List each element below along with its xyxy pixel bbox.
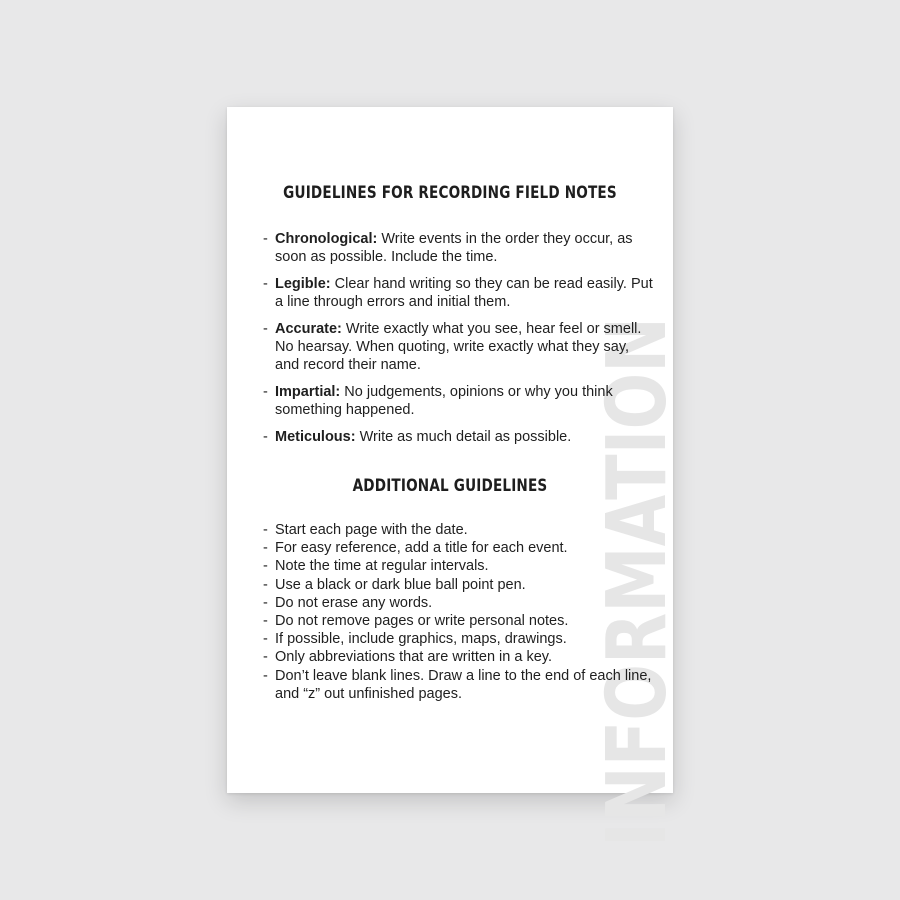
document-page xyxy=(227,107,685,847)
bullet-dash: - xyxy=(263,558,268,575)
guideline-text: Don’t leave blank lines. Draw a line to the end of each line, and “z” out unfinished pages. xyxy=(275,667,652,702)
guideline-text: Write exactly what you see, hear feel or smell. No hearsay. When quoting, write exactly what they say, and record their name. xyxy=(275,321,642,373)
list-item xyxy=(227,320,673,374)
list-item xyxy=(227,557,673,575)
guideline-text: For easy reference, add a title for each event. xyxy=(275,540,568,557)
bullet-dash: - xyxy=(263,276,268,292)
guideline-term: Accurate: xyxy=(275,321,342,337)
list-item xyxy=(227,667,673,703)
guideline-text: If possible, include graphics, maps, drawings. xyxy=(275,631,567,648)
bullet-dash: - xyxy=(263,429,268,445)
guideline-text: Write events in the order they occur, as soon as possible. Include the time. xyxy=(275,231,633,265)
additional-guidelines-list xyxy=(227,521,673,703)
list-item xyxy=(227,630,673,648)
field-notes-guidelines-list xyxy=(227,230,673,455)
bullet-dash: - xyxy=(263,594,268,611)
bullet-dash: - xyxy=(263,321,268,337)
bullet-dash: - xyxy=(263,631,268,648)
bullet-dash: - xyxy=(263,613,268,630)
list-item xyxy=(227,539,673,557)
bullet-dash: - xyxy=(263,384,268,400)
list-item xyxy=(227,612,673,630)
list-item xyxy=(227,230,673,266)
list-item xyxy=(227,594,673,612)
guideline-text: Use a black or dark blue ball point pen. xyxy=(275,576,526,593)
list-item xyxy=(227,383,673,419)
bullet-dash: - xyxy=(263,576,268,593)
list-item xyxy=(227,275,673,311)
bullet-dash: - xyxy=(263,649,268,666)
bullet-dash: - xyxy=(263,667,268,684)
guideline-term: Impartial: xyxy=(275,384,341,400)
bullet-dash: - xyxy=(263,540,268,557)
guideline-term: Chronological: xyxy=(275,231,378,247)
guideline-text: Write as much detail as possible. xyxy=(355,429,572,445)
guideline-text: Do not remove pages or write personal notes. xyxy=(275,613,569,630)
section-title-field-notes: GUIDELINES FOR RECORDING FIELD NOTES xyxy=(283,183,617,203)
guideline-text: Clear hand writing so they can be read easily. Put a line through errors and initial them. xyxy=(275,276,653,310)
list-item xyxy=(227,648,673,666)
bullet-dash: - xyxy=(263,231,268,247)
guideline-term: Legible: xyxy=(275,276,331,292)
list-item xyxy=(227,428,673,446)
section-title-additional: ADDITIONAL GUIDELINES xyxy=(352,476,548,496)
guideline-text: Start each page with the date. xyxy=(275,522,468,538)
bullet-dash: - xyxy=(263,522,268,538)
watermark-text: INFORMATION xyxy=(590,195,685,847)
guideline-text: Only abbreviations that are written in a key. xyxy=(275,649,552,666)
guideline-text: Do not erase any words. xyxy=(275,594,433,611)
guideline-text: No judgements, opinions or why you think something happened. xyxy=(275,384,613,418)
guideline-text: Note the time at regular intervals. xyxy=(275,558,489,575)
list-item xyxy=(227,576,673,594)
list-item xyxy=(227,521,673,539)
guideline-term: Meticulous: xyxy=(275,429,356,445)
